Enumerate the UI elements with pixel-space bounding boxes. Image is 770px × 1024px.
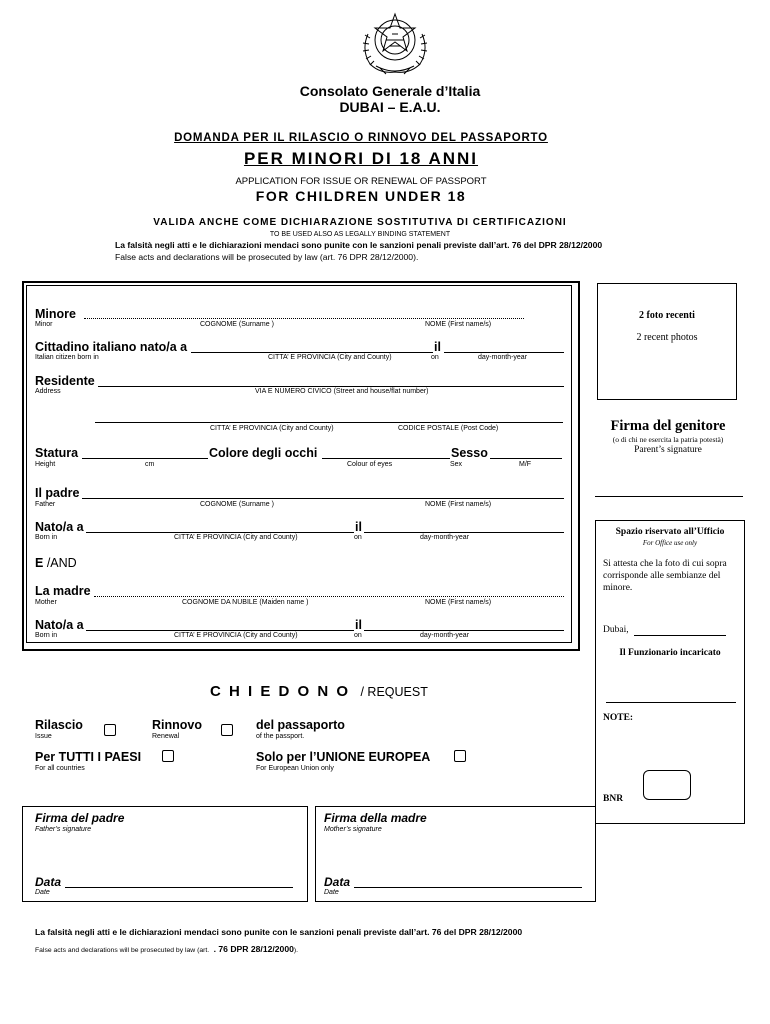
footer-warning-en [35, 939, 298, 957]
mother-birthplace-input[interactable] [86, 630, 354, 631]
address-input[interactable] [98, 386, 564, 387]
footer-warning-it: La falsità negli atti e le dichiarazioni mendaci sono punite con le sanzioni penali previste dall’art. 76 del DPR 28/12/2000 [35, 927, 523, 937]
fathers-signature-en: Father’s signature [35, 826, 92, 833]
office-use-label: For Office use only [642, 539, 698, 547]
mother-born-in-en: Born in [35, 632, 58, 639]
nome2-label: NOME (First name/s) [425, 501, 492, 508]
dubai-label: Dubai, [603, 625, 629, 635]
via-label: VIA E NUMERO CIVICO (Street and house/flat number) [255, 388, 429, 395]
padre-label: Il padre [35, 486, 80, 500]
minore-input[interactable] [84, 318, 524, 319]
mother-il-label: il [355, 618, 362, 632]
parent-signature-input[interactable] [595, 496, 743, 497]
form-subtitle-en: FOR CHILDREN UNDER 18 [255, 188, 467, 204]
mother-name-input[interactable] [94, 596, 564, 597]
office-title: Spazio riservato all’Ufficio [615, 527, 725, 537]
mother-data-label: Data [324, 875, 351, 889]
funzionario-label: Il Funzionario incaricato [619, 648, 721, 658]
citta-prov3-label: CITTA’ E PROVINCIA (City and County) [174, 534, 298, 541]
citta-prov4-label: CITTA’ E PROVINCIA (City and County) [174, 632, 298, 639]
rilascio-label: Rilascio [35, 718, 83, 732]
footer-warning-en-b: . 76 DPR 28/12/2000 [213, 944, 294, 954]
father-data-label: Data [35, 875, 62, 889]
sex-input[interactable] [490, 458, 562, 459]
cittadino-label: Cittadino italiano nato/a a [35, 340, 188, 354]
firma-genitore-sub: (o di chi ne esercita la patria potestà) [612, 435, 724, 444]
sesso-label: Sesso [451, 446, 488, 460]
eu-only-en: For European Union only [256, 765, 334, 772]
warning-en: False acts and declarations will be prosecuted by law (art. 76 DPR 28/12/2000). [115, 252, 419, 262]
maiden-name-label: COGNOME DA NUBILE (Maiden name ) [182, 599, 309, 606]
tutti-paesi-label: Per TUTTI I PAESI [35, 750, 142, 764]
father-nato-label: Nato/a a [35, 520, 84, 534]
photo-label-en: 2 recent photos [636, 332, 698, 343]
citta-prov2-label: CITTA’ E PROVINCIA (City and County) [210, 425, 334, 432]
minore-en: Minor [35, 321, 53, 328]
mother-on-label: on [354, 632, 362, 639]
rinnovo-checkbox[interactable] [221, 724, 233, 736]
rilascio-checkbox[interactable] [104, 724, 116, 736]
father-name-input[interactable] [82, 498, 564, 499]
request-label: / REQUEST [360, 685, 428, 699]
eu-only-checkbox[interactable] [454, 750, 466, 762]
form-title-it: DOMANDA PER IL RILASCIO O RINNOVO DEL PASSAPORTO [174, 132, 548, 144]
photo-label-it: 2 foto recenti [639, 310, 695, 321]
height-en: Height [35, 461, 56, 468]
colour-eyes-en: Colour of eyes [347, 461, 393, 468]
footer-warning-en-c: ). [293, 947, 299, 954]
warning-it: La falsità negli atti e le dichiarazioni mendaci sono punite con le sanzioni penali previste dall’art. 76 del DPR 28/12/2000 [115, 240, 603, 250]
funzionario-signature-input[interactable] [606, 702, 736, 703]
colore-occhi-label: Colore degli occhi [209, 446, 318, 460]
renewal-en: Renewal [152, 733, 180, 740]
nome-label: NOME (First name/s) [425, 321, 492, 328]
main-form-inner-frame [26, 285, 572, 643]
minore-label: Minore [35, 307, 76, 321]
post-code-label: CODICE POSTALE (Post Code) [398, 425, 499, 432]
bnr-box[interactable] [643, 770, 691, 800]
consulate-city: DUBAI – E.A.U. [339, 99, 441, 115]
all-countries-en: For all countries [35, 765, 85, 772]
solo-ue-label: Solo per l’UNIONE EUROPEA [256, 750, 431, 764]
mother-dmy-label: day-month-year [420, 632, 470, 639]
consulate-name: Consolato Generale d’Italia [299, 83, 481, 99]
chiedono-label: C H I E D O N O [210, 683, 351, 700]
mother-birthdate-input[interactable] [364, 630, 564, 631]
cm-label: cm [145, 461, 155, 468]
father-birthdate-input[interactable] [364, 532, 564, 533]
mother-date-en: Date [324, 889, 339, 896]
firma-genitore-label: Firma del genitore [610, 418, 726, 434]
address-en: Address [35, 388, 61, 395]
all-countries-checkbox[interactable] [162, 750, 174, 762]
nome3-label: NOME (First name/s) [425, 599, 492, 606]
on-label: on [431, 354, 439, 361]
madre-label: La madre [35, 584, 91, 598]
father-dmy-label: day-month-year [420, 534, 470, 541]
father-date-en: Date [35, 889, 50, 896]
father-birthplace-input[interactable] [86, 532, 354, 533]
of-passport-en: of the passport. [256, 733, 305, 740]
statura-label: Statura [35, 446, 79, 460]
mother-date-input[interactable] [354, 887, 582, 888]
city-postcode-input[interactable] [95, 422, 563, 423]
birthplace-input[interactable] [191, 352, 433, 353]
issue-en: Issue [35, 733, 52, 740]
italian-emblem-icon [356, 10, 434, 78]
form-title-en: APPLICATION FOR ISSUE OR RENEWAL OF PASSPORT [235, 176, 487, 187]
valid-statement: VALIDA ANCHE COME DICHIARAZIONE SOSTITUTIVA DI CERTIFICAZIONI [153, 217, 567, 228]
mother-en: Mother [35, 599, 57, 606]
mothers-signature-en: Mother’s signature [324, 826, 382, 833]
dmy-label: day-month-year [478, 354, 528, 361]
form-subtitle-it: PER MINORI DI 18 ANNI [243, 149, 479, 168]
request-heading [210, 683, 428, 701]
valid-statement-en: TO BE USED ALSO AS LEGALLY BINDING STATEMENT [269, 231, 451, 238]
cognome-label: COGNOME (Surname ) [200, 321, 274, 328]
father-il-label: il [355, 520, 362, 534]
mother-nato-label: Nato/a a [35, 618, 84, 632]
rinnovo-label: Rinnovo [152, 718, 202, 732]
parents-signature-label: Parent’s signature [634, 445, 702, 455]
e-and-label: E /AND [35, 556, 77, 570]
dubai-date-input[interactable] [634, 635, 726, 636]
attesta-text: Si attesta che la foto di cui sopra corrisponde alle sembianze del minore. [603, 559, 727, 593]
bnr-label: BNR [603, 794, 624, 804]
del-passaporto-label: del passaporto [256, 718, 345, 732]
father-en: Father [35, 501, 56, 508]
sex-en: Sex [450, 461, 463, 468]
cognome2-label: COGNOME (Surname ) [200, 501, 274, 508]
height-input[interactable] [82, 458, 208, 459]
father-date-input[interactable] [65, 887, 293, 888]
father-on-label: on [354, 534, 362, 541]
mf-label: M/F [519, 461, 532, 468]
il-label: il [434, 340, 441, 354]
cittadino-en: Italian citizen born in [35, 354, 99, 361]
residente-label: Residente [35, 374, 95, 388]
father-born-in-en: Born in [35, 534, 58, 541]
birthdate-input[interactable] [444, 352, 564, 353]
eye-colour-input[interactable] [322, 458, 450, 459]
footer-warning-en-a: False acts and declarations will be prosecuted by law (art. [35, 947, 210, 954]
firma-padre-label: Firma del padre [35, 811, 125, 825]
note-label: NOTE: [603, 713, 634, 723]
citta-prov-label: CITTA’ E PROVINCIA (City and County) [268, 354, 392, 361]
firma-madre-label: Firma della madre [324, 811, 427, 825]
